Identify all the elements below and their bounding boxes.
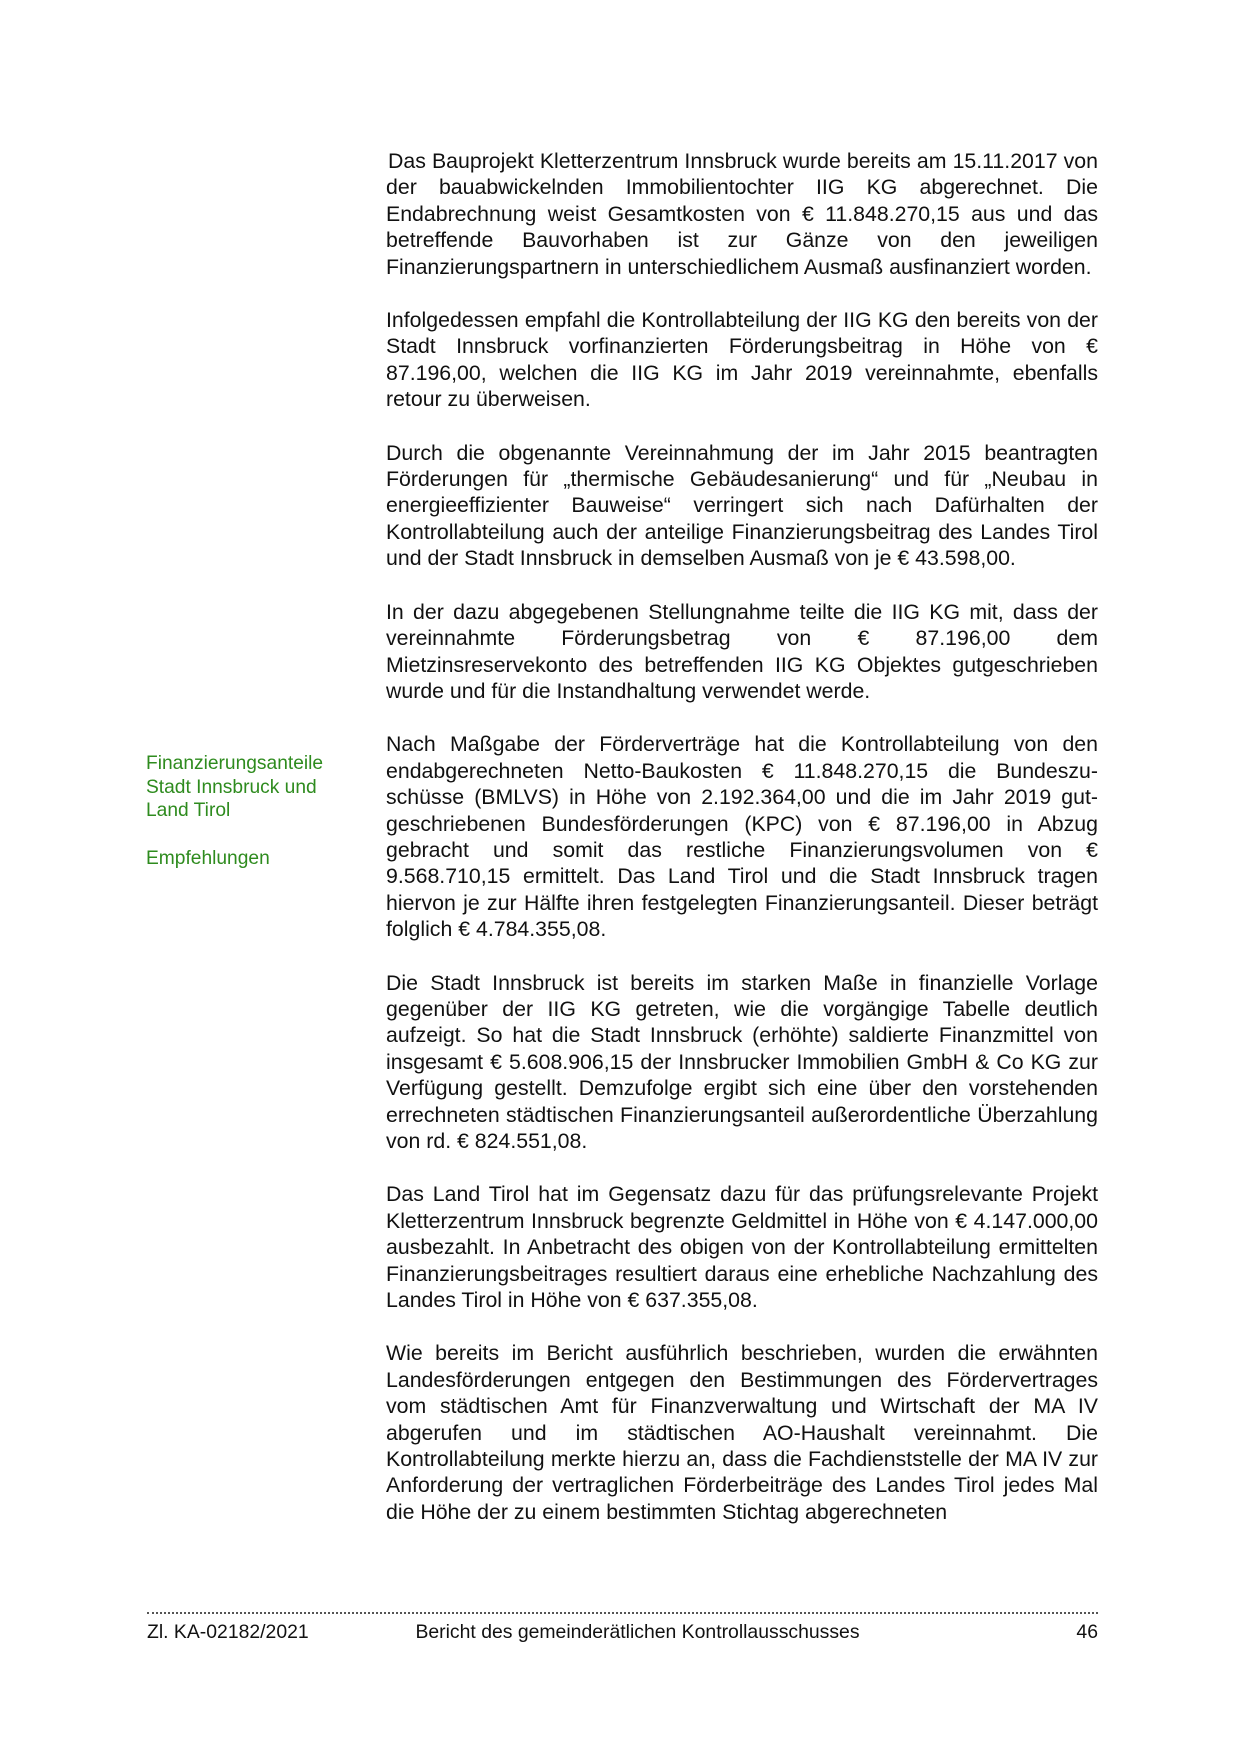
body-paragraph: Die Stadt Innsbruck ist bereits im starken Maße in finanzielle Vorlage gegenüber der IIG KG getreten, wie die vorgängige Tabelle deutlich aufzeigt. So hat die Stadt Innsbruck (erhöhte) saldierte Finanzmittel von insgesamt € 5.608.906,15 der Innsbrucker Immobilien GmbH & Co KG zur Verfügung gestellt. Demzufolge ergibt sich eine über den vorstehenden errechneten städtischen Finanzierungsanteil außerordentliche Überzahlung von rd. € 824.551,08. <box>386 970 1098 1153</box>
footer-report-title: Bericht des gemeinderätlichen Kontrollausschusses <box>415 1621 860 1643</box>
footer-divider <box>147 1612 1098 1614</box>
body-paragraph: Infolgedessen empfahl die Kontrollabteilung der IIG KG den bereits von der Stadt Innsbruck vorfinanzierten Förderungsbeitrag in Höhe von € 87.196,00, welchen die IIG KG im Jahr 2019 vereinnahmte, ebenfalls retour zu überweisen. <box>386 308 1098 412</box>
body-text-column <box>386 148 1098 1552</box>
body-paragraph: Das Land Tirol hat im Gegensatz dazu für das prüfungsrelevante Projekt Kletterzentrum Innsbruck begrenzte Geldmittel in Höhe von € 4.147.000,00 ausbezahlt. In Anbetracht des obigen von der Kontrollabteilung ermittelten Finanzierungsbeitrages resultiert daraus eine erhebliche Nachzahlung des Landes Tirol in Höhe von € 637.355,08. <box>386 1182 1098 1313</box>
body-paragraph: Durch die obgenannte Vereinnahmung der im Jahr 2015 beantragten Förderungen für „thermische Gebäudesanierung“ und für „Neubau in energieeffizienter Bauweise“ verringert sich nach Dafürhalten der Kontrollabteilung auch der anteilige Finanzierungsbeitrag des Landes Tirol und der Stadt Innsbruck in demselben Ausmaß von je € 43.598,00. <box>386 440 1098 571</box>
body-paragraph: Nach Maßgabe der Förderverträge hat die Kontrollabteilung von den endabgerechneten Netto-Baukosten € 11.848.270,15 die Bundeszuschüsse (BMLVS) in Höhe von 2.192.364,00 und die im Jahr 2019 gutgeschriebenen Bundesförderungen (KPC) von € 87.196,00 in Abzug gebracht und somit das restliche Finanzierungsvolumen von € 9.568.710,15 ermittelt. Das Land Tirol und die Stadt Innsbruck tragen hiervon je zur Hälfte ihren festgelegten Finanzierungsanteil. Dieser beträgt folglich € 4.784.355,08. <box>386 732 1098 942</box>
footer-page-number: 46 <box>1076 1621 1098 1643</box>
body-paragraph: Das Bauprojekt Kletterzentrum Innsbruck wurde bereits am 15.11.2017 von der bauabwickelnden Immobilientochter IIG KG abgerechnet. Die Endabrechnung weist Gesamtkosten von € 11.848.270,15 aus und das betreffende Bauvorhaben ist zur Gänze von den jeweiligen Finanzierungspartnern in unterschiedlichem Ausmaß ausfinanziert worden. <box>386 149 1098 279</box>
body-paragraph: Wie bereits im Bericht ausführlich beschrieben, wurden die erwähnten Landesförderungen entgegen den Bestimmungen des Fördervertrages vom städtischen Amt für Finanzverwaltung und Wirtschaft der MA IV abgerufen und im städtischen AO-Haushalt vereinnahmt. Die Kontrollabteilung merkte hierzu an, dass die Fachdienststelle der MA IV zur Anforderung der vertraglichen Förderbeiträge des Landes Tirol jedes Mal die Höhe der zu einem bestimmten Stichtag abgerechneten <box>386 1341 1098 1524</box>
body-paragraph: In der dazu abgegebenen Stellungnahme teilte die IIG KG mit, dass der vereinnahmte Förderungsbetrag von € 87.196,00 dem Mietzinsreservekonto des betreffenden IIG KG Objektes gutgeschrieben wurde und für die Instandhaltung verwendet werde. <box>386 599 1098 703</box>
margin-note-recommendations: Empfehlungen <box>146 848 270 869</box>
footer-reference-number: Zl. KA-02182/2021 <box>147 1621 309 1643</box>
margin-note-financing-shares: Finanzierungsanteile Stadt Innsbruck und Land Tirol <box>146 753 324 822</box>
